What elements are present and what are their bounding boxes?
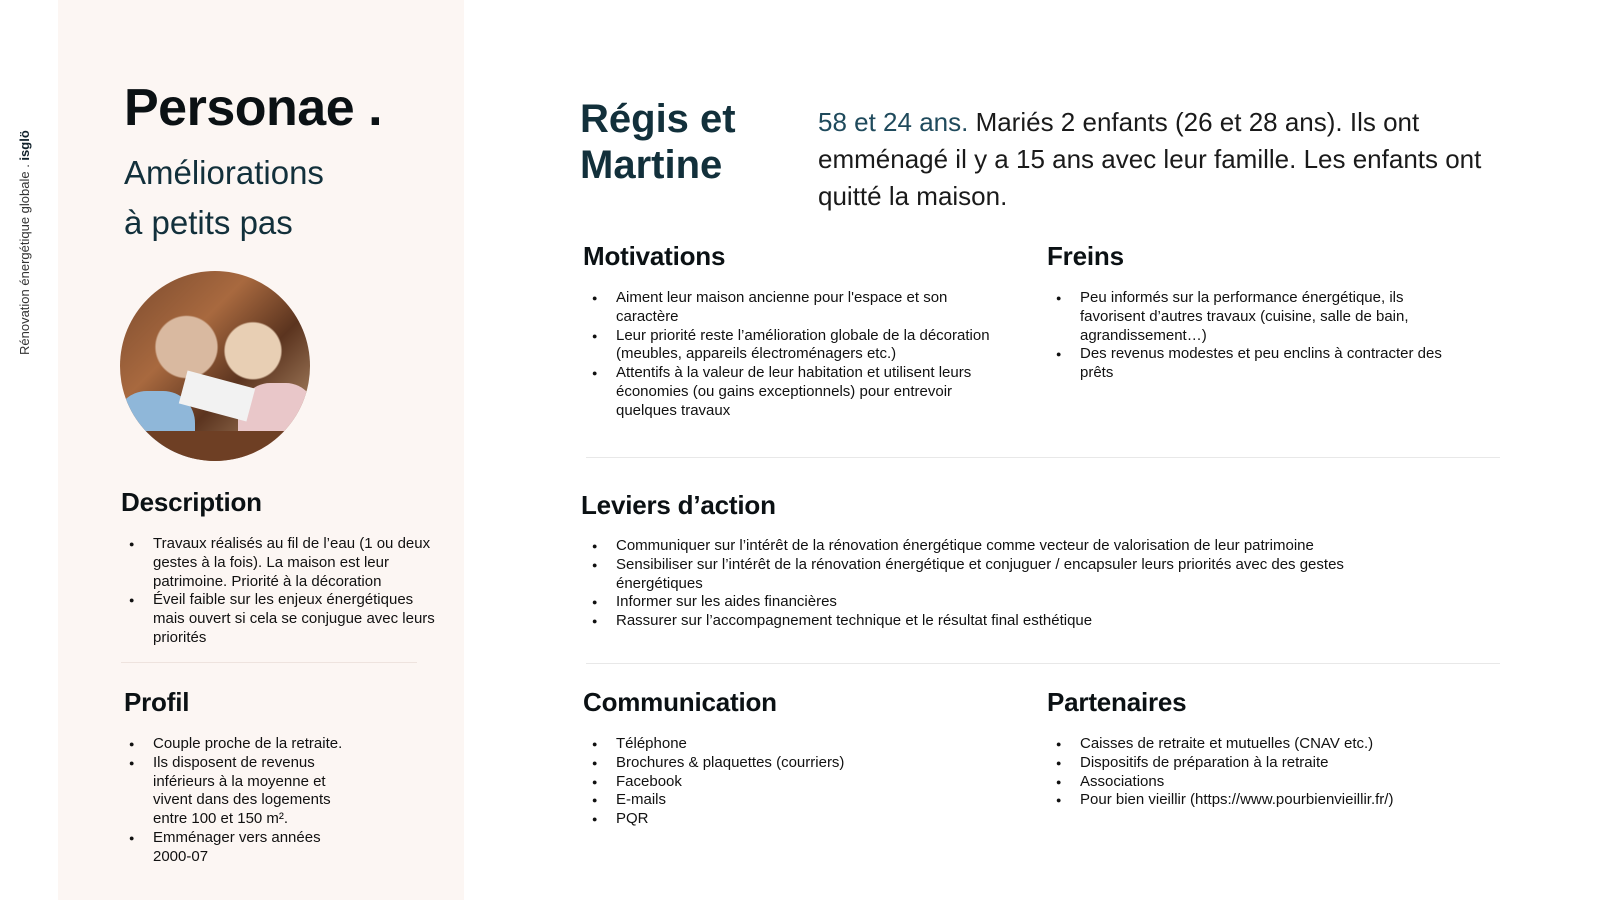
motivations-heading: Motivations	[583, 241, 726, 271]
motivations-list	[584, 289, 994, 421]
list-item: ● Sensibiliser sur l’intérêt de la rénovation énergétique et conjuguer / encapsuler leurs priorités avec des gestes énergétiques	[584, 556, 1384, 594]
list-item: ● Associations	[1048, 773, 1508, 792]
divider	[586, 457, 1500, 458]
persona-name-line-2: Martine	[580, 143, 723, 187]
list-item: ● Téléphone	[584, 735, 994, 754]
list-item: ● Caisses de retraite et mutuelles (CNAV etc.)	[1048, 735, 1508, 754]
list-item: ● Attentifs à la valeur de leur habitation et utilisent leurs économies (ou gains exceptionnels) pour entrevoir quelques travaux	[584, 364, 994, 420]
divider	[121, 662, 417, 663]
list-item: ● E-mails	[584, 791, 994, 810]
leviers-heading: Leviers d’action	[581, 490, 776, 520]
profil-list	[121, 735, 346, 867]
profil-heading: Profil	[124, 687, 190, 717]
list-item: ● Pour bien vieillir (https://www.pourbienvieillir.fr/)	[1048, 791, 1508, 810]
list-item: ● Dispositifs de préparation à la retraite	[1048, 754, 1508, 773]
brand-name: isglö	[17, 130, 32, 161]
side-label	[17, 130, 32, 355]
list-item: ● Couple proche de la retraite.	[121, 735, 346, 754]
freins-list	[1048, 289, 1458, 383]
page-title: Personae .	[124, 79, 383, 137]
freins-heading: Freins	[1047, 241, 1124, 271]
side-label-text: Rénovation énergétique globale .	[17, 160, 32, 355]
description-heading: Description	[121, 487, 262, 517]
list-item: ● Rassurer sur l’accompagnement technique et le résultat final esthétique	[584, 612, 1384, 631]
description-list	[121, 535, 441, 648]
persona-intro	[818, 104, 1498, 215]
list-item: ● Emménager vers années 2000-07	[121, 829, 346, 867]
list-item: ● Des revenus modestes et peu enclins à contracter des prêts	[1048, 345, 1458, 383]
communication-heading: Communication	[583, 687, 777, 717]
persona-age: 58 et 24 ans.	[818, 107, 969, 137]
list-item: ● Aiment leur maison ancienne pour l'espace et son caractère	[584, 289, 994, 327]
persona-intro-text: Mariés 2 enfants (26 et 28 ans). Ils ont emménagé il y a 15 ans avec leur famille. Les enfants ont quitté la maison.	[818, 107, 1482, 211]
persona-name	[580, 96, 736, 188]
couple-photo	[120, 271, 310, 461]
list-item: ● Ils disposent de revenus inférieurs à la moyenne et vivent dans des logements entre 100 et 150 m².	[121, 754, 346, 829]
list-item: ● Éveil faible sur les enjeux énergétiques mais ouvert si cela se conjugue avec leurs priorités	[121, 591, 441, 647]
subtitle-line-1: Améliorations	[124, 154, 324, 191]
list-item: ● Peu informés sur la performance énergétique, ils favorisent d’autres travaux (cuisine, salle de bain, agrandissement…)	[1048, 289, 1458, 345]
page-subtitle	[124, 148, 324, 248]
partenaires-heading: Partenaires	[1047, 687, 1187, 717]
list-item: ● Brochures & plaquettes (courriers)	[584, 754, 994, 773]
subtitle-line-2: à petits pas	[124, 204, 293, 241]
leviers-list	[584, 537, 1384, 631]
list-item: ● Communiquer sur l’intérêt de la rénovation énergétique comme vecteur de valorisation de leur patrimoine	[584, 537, 1384, 556]
partenaires-list	[1048, 735, 1508, 810]
list-item: ● Leur priorité reste l’amélioration globale de la décoration (meubles, appareils électroménagers etc.)	[584, 327, 994, 365]
list-item: ● Informer sur les aides financières	[584, 593, 1384, 612]
list-item: ● Travaux réalisés au fil de l’eau (1 ou deux gestes à la fois). La maison est leur patrimoine. Priorité à la décoration	[121, 535, 441, 591]
communication-list	[584, 735, 994, 829]
persona-name-line-1: Régis et	[580, 97, 736, 141]
list-item: ● Facebook	[584, 773, 994, 792]
list-item: ● PQR	[584, 810, 994, 829]
divider	[586, 663, 1500, 664]
